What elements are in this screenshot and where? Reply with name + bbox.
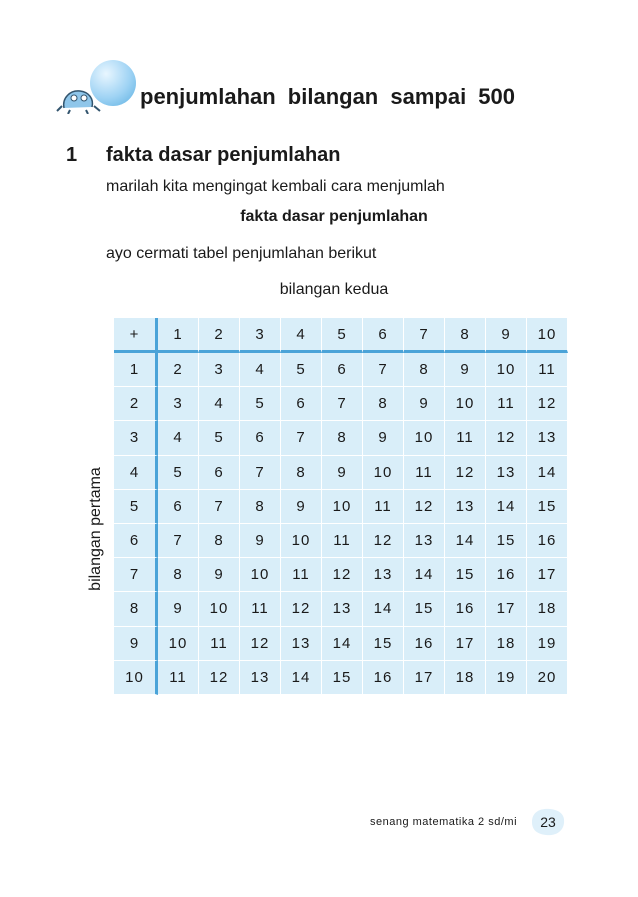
sum-cell: 5 — [158, 456, 199, 490]
sum-cell: 11 — [486, 387, 527, 421]
sum-cell: 9 — [322, 456, 363, 490]
sum-cell: 14 — [322, 627, 363, 661]
sum-cell: 4 — [199, 387, 240, 421]
sum-cell: 10 — [281, 524, 322, 558]
sum-cell: 5 — [240, 387, 281, 421]
sum-cell: 11 — [527, 353, 568, 387]
sum-cell: 14 — [445, 524, 486, 558]
sum-cell: 19 — [486, 661, 527, 695]
row-header-cell: 1 — [114, 353, 158, 387]
instruction-text: ayo cermati tabel penjumlahan berikut — [106, 245, 377, 262]
sum-cell: 10 — [404, 421, 445, 455]
sum-cell: 16 — [363, 661, 404, 695]
sum-cell: 11 — [158, 661, 199, 695]
sum-cell: 6 — [199, 456, 240, 490]
sum-cell: 5 — [281, 353, 322, 387]
sum-cell: 10 — [486, 353, 527, 387]
sum-cell: 13 — [322, 592, 363, 626]
sum-cell: 6 — [281, 387, 322, 421]
sum-cell: 8 — [158, 558, 199, 592]
row-header-cell: 10 — [114, 661, 158, 695]
row-header-cell: 2 — [114, 387, 158, 421]
column-header-cell: 5 — [322, 318, 363, 353]
sum-cell: 15 — [486, 524, 527, 558]
sum-cell: 7 — [199, 490, 240, 524]
sum-cell: 11 — [322, 524, 363, 558]
sum-cell: 13 — [486, 456, 527, 490]
sum-cell: 7 — [322, 387, 363, 421]
column-axis-label: bilangan kedua — [279, 281, 389, 298]
sum-cell: 11 — [445, 421, 486, 455]
column-header-cell: 4 — [281, 318, 322, 353]
section-title: fakta dasar penjumlahan — [106, 144, 341, 166]
table-corner-cell: + — [114, 318, 158, 353]
row-header-cell: 8 — [114, 592, 158, 626]
sum-cell: 12 — [527, 387, 568, 421]
sum-cell: 10 — [158, 627, 199, 661]
sum-cell: 2 — [158, 353, 199, 387]
sum-cell: 10 — [363, 456, 404, 490]
column-header-cell: 6 — [363, 318, 404, 353]
sum-cell: 7 — [363, 353, 404, 387]
sum-cell: 13 — [281, 627, 322, 661]
sum-cell: 8 — [199, 524, 240, 558]
sum-cell: 20 — [527, 661, 568, 695]
sum-cell: 6 — [322, 353, 363, 387]
sum-cell: 9 — [281, 490, 322, 524]
sum-cell: 16 — [527, 524, 568, 558]
sum-cell: 12 — [404, 490, 445, 524]
sum-cell: 12 — [486, 421, 527, 455]
sum-cell: 11 — [199, 627, 240, 661]
sum-cell: 9 — [199, 558, 240, 592]
column-header-cell: 1 — [158, 318, 199, 353]
sum-cell: 13 — [445, 490, 486, 524]
sum-cell: 17 — [404, 661, 445, 695]
sum-cell: 18 — [527, 592, 568, 626]
sum-cell: 9 — [240, 524, 281, 558]
intro-text: marilah kita mengingat kembali cara menjumlah — [106, 178, 445, 195]
sum-cell: 18 — [445, 661, 486, 695]
sum-cell: 13 — [404, 524, 445, 558]
column-header-cell: 10 — [527, 318, 568, 353]
sum-cell: 12 — [240, 627, 281, 661]
sum-cell: 12 — [445, 456, 486, 490]
sum-cell: 12 — [322, 558, 363, 592]
sum-cell: 9 — [445, 353, 486, 387]
sum-cell: 8 — [404, 353, 445, 387]
column-header-cell: 7 — [404, 318, 445, 353]
row-header-cell: 6 — [114, 524, 158, 558]
column-header-cell: 8 — [445, 318, 486, 353]
section-number: 1 — [66, 144, 78, 166]
sum-cell: 3 — [158, 387, 199, 421]
sum-cell: 8 — [281, 456, 322, 490]
sum-cell: 15 — [404, 592, 445, 626]
sum-cell: 8 — [240, 490, 281, 524]
row-header-cell: 4 — [114, 456, 158, 490]
sum-cell: 11 — [240, 592, 281, 626]
sum-cell: 12 — [363, 524, 404, 558]
sum-cell: 14 — [486, 490, 527, 524]
sum-cell: 7 — [158, 524, 199, 558]
intro-bold-text: fakta dasar penjumlahan — [240, 208, 428, 225]
sum-cell: 5 — [199, 421, 240, 455]
sum-cell: 17 — [527, 558, 568, 592]
row-header-cell: 3 — [114, 421, 158, 455]
sum-cell: 9 — [404, 387, 445, 421]
sum-cell: 16 — [445, 592, 486, 626]
sum-cell: 11 — [363, 490, 404, 524]
sum-cell: 8 — [363, 387, 404, 421]
sum-cell: 8 — [322, 421, 363, 455]
sum-cell: 10 — [445, 387, 486, 421]
sum-cell: 16 — [486, 558, 527, 592]
sum-cell: 10 — [240, 558, 281, 592]
sum-cell: 14 — [363, 592, 404, 626]
column-header-cell: 9 — [486, 318, 527, 353]
sum-cell: 9 — [158, 592, 199, 626]
sum-cell: 17 — [445, 627, 486, 661]
sum-cell: 14 — [404, 558, 445, 592]
page-number: 23 — [540, 814, 556, 830]
footer-book-title: senang matematika 2 sd/mi — [370, 816, 518, 828]
row-header-cell: 7 — [114, 558, 158, 592]
sum-cell: 18 — [486, 627, 527, 661]
sum-cell: 7 — [240, 456, 281, 490]
sum-cell: 11 — [281, 558, 322, 592]
sum-cell: 15 — [363, 627, 404, 661]
sum-cell: 14 — [281, 661, 322, 695]
sum-cell: 17 — [486, 592, 527, 626]
sum-cell: 10 — [322, 490, 363, 524]
page-title: penjumlahan bilangan sampai 500 — [140, 84, 515, 109]
sum-cell: 15 — [322, 661, 363, 695]
sum-cell: 13 — [363, 558, 404, 592]
column-header-cell: 2 — [199, 318, 240, 353]
sum-cell: 13 — [240, 661, 281, 695]
column-header-cell: 3 — [240, 318, 281, 353]
sum-cell: 19 — [527, 627, 568, 661]
sum-cell: 11 — [404, 456, 445, 490]
sum-cell: 15 — [445, 558, 486, 592]
addition-table — [114, 318, 568, 695]
row-axis-label: bilangan pertama — [87, 467, 104, 591]
sum-cell: 10 — [199, 592, 240, 626]
sum-cell: 6 — [240, 421, 281, 455]
sum-cell: 6 — [158, 490, 199, 524]
sum-cell: 12 — [281, 592, 322, 626]
page-number-badge — [528, 806, 568, 838]
row-header-cell: 5 — [114, 490, 158, 524]
sum-cell: 15 — [527, 490, 568, 524]
sum-cell: 7 — [281, 421, 322, 455]
robot-mascot-icon — [56, 80, 102, 114]
sum-cell: 4 — [158, 421, 199, 455]
row-header-cell: 9 — [114, 627, 158, 661]
sum-cell: 3 — [199, 353, 240, 387]
sum-cell: 9 — [363, 421, 404, 455]
sum-cell: 13 — [527, 421, 568, 455]
sum-cell: 16 — [404, 627, 445, 661]
sum-cell: 14 — [527, 456, 568, 490]
sum-cell: 12 — [199, 661, 240, 695]
sum-cell: 4 — [240, 353, 281, 387]
